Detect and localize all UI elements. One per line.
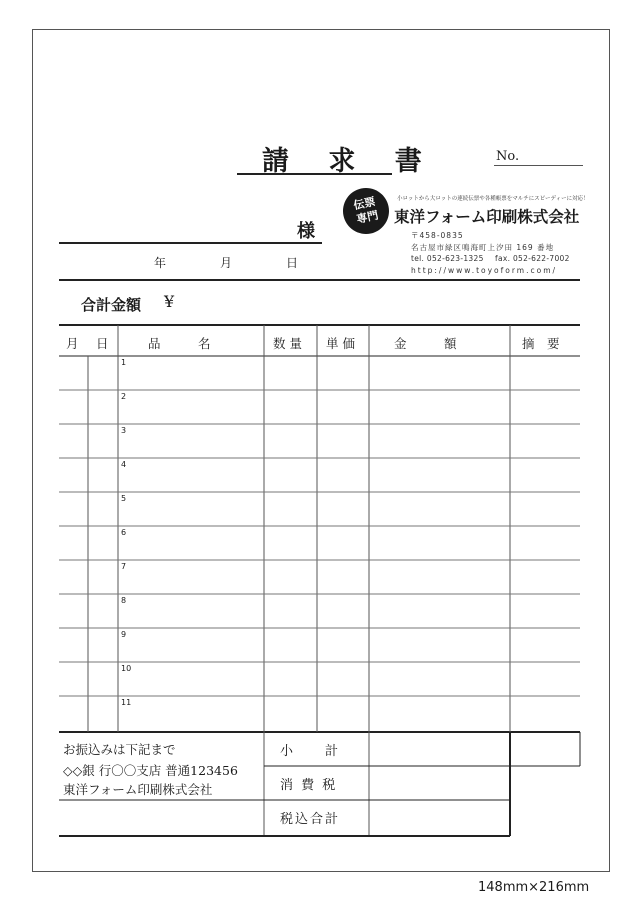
invoice-number-label: No.: [496, 149, 520, 164]
row-number: 3: [121, 426, 127, 435]
company-url[interactable]: http://www.toyoform.com/: [411, 266, 558, 275]
company-fax: fax. 052-622-7002: [495, 254, 570, 263]
bank-account-info: ◇◇銀 行〇〇支店 普通123456: [63, 763, 238, 778]
total-amount-label: 合計金額: [81, 296, 142, 314]
row-number: 4: [121, 460, 127, 469]
badge-text-1: 伝票: [352, 195, 377, 213]
company-address: 名古屋市緑区鳴海町上汐田 169 番地: [411, 243, 555, 252]
company-postal: 〒458-0835: [411, 231, 464, 240]
header-quantity: 数 量: [273, 336, 302, 351]
row-number: 10: [121, 664, 132, 673]
header-month: 月: [66, 336, 79, 351]
document-title: 請 求 書: [262, 146, 437, 177]
bank-account-holder: 東洋フォーム印刷株式会社: [63, 782, 213, 797]
company-tagline: 小ロットから大ロットの連続伝票や各種帳票をマルチにスピーディーに対応！: [397, 196, 589, 202]
company-tel: tel. 052-623-1325: [411, 254, 484, 263]
row-number: 11: [121, 698, 132, 707]
company-name: 東洋フォーム印刷株式会社: [394, 208, 580, 226]
row-number: 8: [121, 596, 127, 605]
row-number: 1: [121, 358, 127, 367]
tax-label: 消 費 税: [280, 778, 338, 793]
header-item-name: 品 名: [148, 336, 211, 351]
badge-text-2: 専門: [355, 208, 380, 227]
bank-transfer-note: お振込みは下記まで: [63, 742, 176, 757]
date-day-label: 日: [286, 256, 299, 270]
header-memo: 摘 要: [522, 336, 560, 351]
total-incl-tax-label: 税込合計: [280, 812, 341, 827]
header-day: 日: [96, 336, 109, 351]
row-number: 6: [121, 528, 127, 537]
date-month-label: 月: [220, 256, 233, 270]
header-amount: 金 額: [394, 336, 457, 351]
paper-size-note: 148mm×216mm: [478, 880, 590, 895]
row-number: 7: [121, 562, 127, 571]
total-currency-symbol: ¥: [164, 292, 175, 311]
row-number: 2: [121, 392, 127, 401]
row-number: 5: [121, 494, 127, 503]
recipient-honorific: 様: [297, 221, 315, 242]
header-unit-price: 単 価: [326, 336, 355, 351]
date-year-label: 年: [154, 256, 167, 270]
row-number: 9: [121, 630, 127, 639]
subtotal-label: 小 計: [280, 744, 341, 759]
